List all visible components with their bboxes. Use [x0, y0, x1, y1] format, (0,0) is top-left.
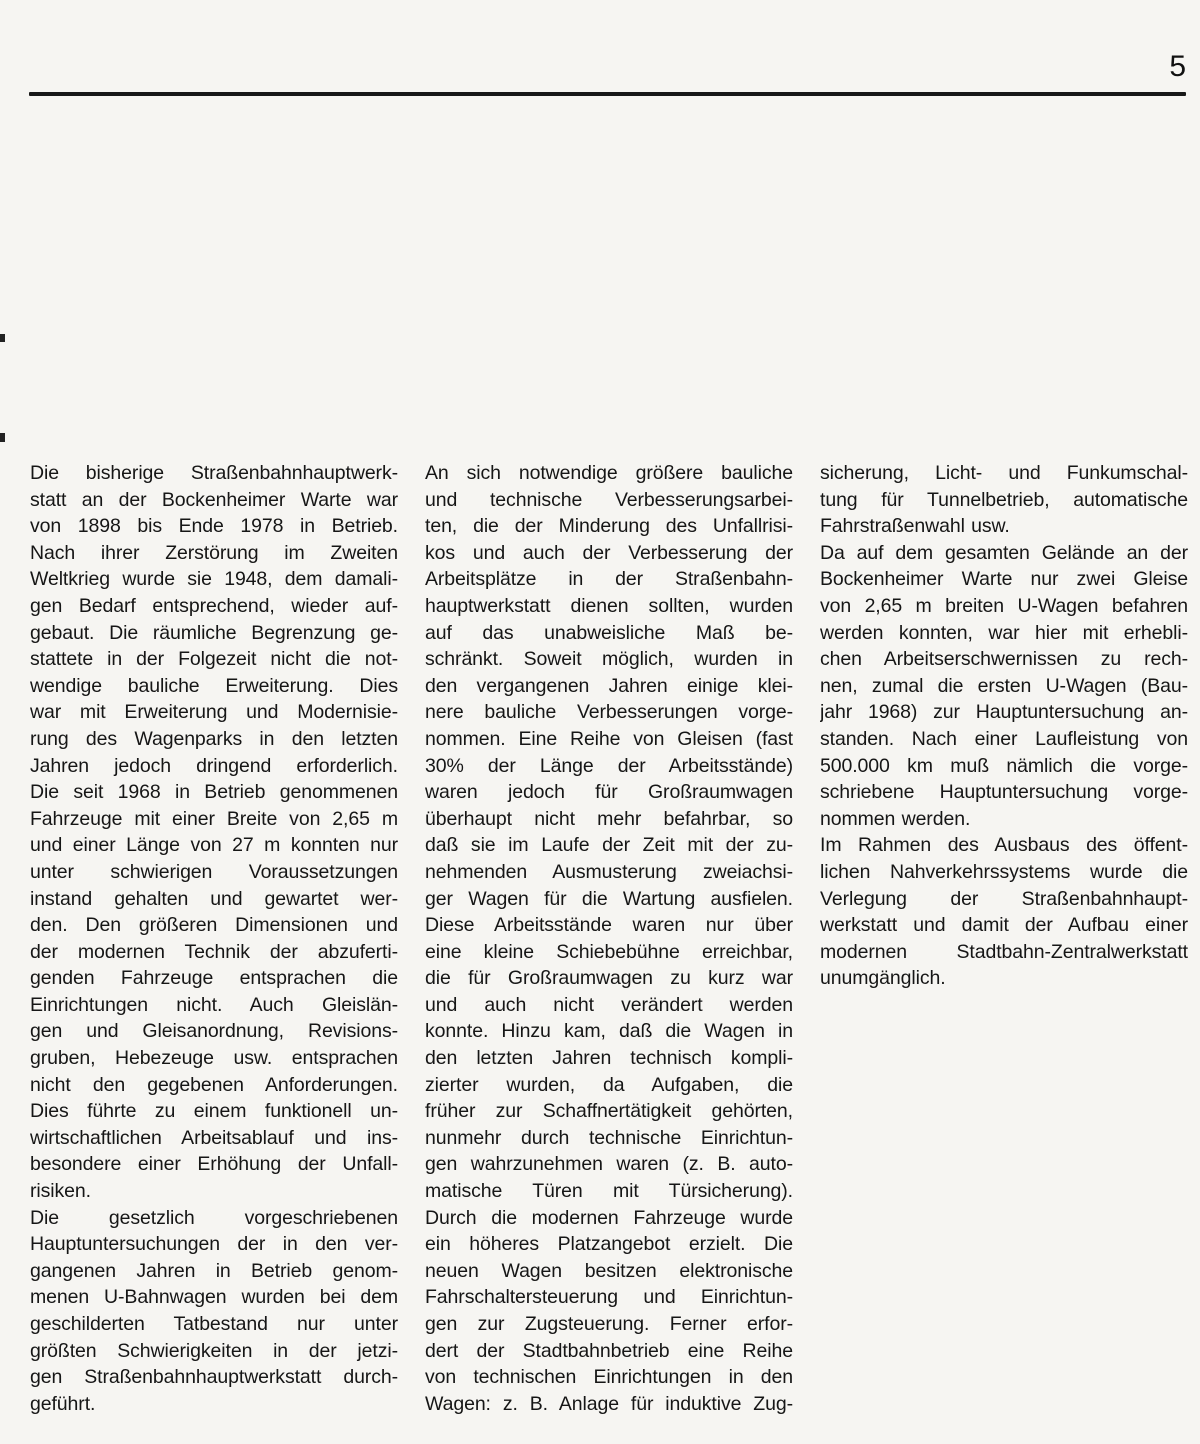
text-column-3	[820, 460, 1188, 1417]
text-line: auf das unabweisliche Maß be-	[425, 621, 793, 644]
text-line: gen und Gleisanordnung, Revisions-	[30, 1020, 398, 1043]
text-line: nunmehr durch technische Einrichtun-	[425, 1126, 793, 1149]
text-line: werkstatt und damit der Aufbau einer	[820, 914, 1188, 937]
text-line: schriebene Hauptuntersuchung vorge-	[820, 781, 1188, 804]
text-line: unter schwierigen Voraussetzungen	[30, 860, 398, 883]
text-line: Nach ihrer Zerstörung im Zweiten	[30, 541, 398, 564]
text-line: instand gehalten und gewartet wer-	[30, 887, 398, 910]
text-line: war mit Erweiterung und Modernisie-	[30, 701, 398, 724]
text-line: Die seit 1968 in Betrieb genommenen	[30, 781, 398, 804]
text-line: Die gesetzlich vorgeschriebenen	[30, 1206, 398, 1229]
text-line: gruben, Hebezeuge usw. entsprachen	[30, 1047, 398, 1070]
text-line: 500.000 km muß nämlich die vorge-	[820, 754, 1188, 777]
text-line: statt an der Bockenheimer Warte war	[30, 488, 398, 511]
text-line: Jahren jedoch dringend erforderlich.	[30, 754, 398, 777]
page-number: 5	[1169, 50, 1186, 83]
text-line: nere bauliche Verbesserungen vorge-	[425, 701, 793, 724]
text-line: den. Den größeren Dimensionen und	[30, 914, 398, 937]
text-line: Durch die modernen Fahrzeuge wurde	[425, 1206, 793, 1229]
text-column-1	[30, 460, 398, 1417]
header-rule	[29, 92, 1186, 96]
text-line: konnte. Hinzu kam, daß die Wagen in	[425, 1020, 793, 1043]
text-line: nehmenden Ausmusterung zweiachsi-	[425, 860, 793, 883]
text-line: risiken.	[30, 1180, 91, 1203]
text-line: Fahrzeuge mit einer Breite von 2,65 m	[30, 807, 398, 830]
text-line: größten Schwierigkeiten in der jetzi-	[30, 1339, 398, 1362]
text-line: besondere einer Erhöhung der Unfall-	[30, 1153, 398, 1176]
text-line: modernen Stadtbahn-Zentralwerkstatt	[820, 940, 1188, 963]
text-line: Fahrschaltersteuerung und Einrichtun-	[425, 1286, 793, 1309]
text-line: rung des Wagenparks in den letzten	[30, 727, 398, 750]
text-line: Da auf dem gesamten Gelände an der	[820, 541, 1188, 564]
text-line: Im Rahmen des Ausbaus des öffent-	[820, 834, 1188, 857]
text-line: kos und auch der Verbesserung der	[425, 541, 793, 564]
text-line: nicht den gegebenen Anforderungen.	[30, 1073, 398, 1096]
text-line: und auch nicht verändert werden	[425, 993, 793, 1016]
text-line: lichen Nahverkehrssystems wurde die	[820, 860, 1188, 883]
text-line: chen Arbeitserschwernissen zu rech-	[820, 648, 1188, 671]
text-line: Arbeitsplätze in der Straßenbahn-	[425, 568, 793, 591]
text-line: von 2,65 m breiten U-Wagen befahren	[820, 594, 1188, 617]
text-line: werden konnten, war hier mit erhebli-	[820, 621, 1188, 644]
text-line: stattete in der Folgezeit nicht die not-	[30, 648, 398, 671]
text-line: Diese Arbeitsstände waren nur über	[425, 914, 793, 937]
text-line: den vergangenen Jahren einige klei-	[425, 674, 793, 697]
text-line: gen Bedarf entsprechend, wieder auf-	[30, 594, 398, 617]
text-line: 30% der Länge der Arbeitsstände)	[425, 754, 793, 777]
text-line: unumgänglich.	[820, 967, 946, 990]
text-line: waren jedoch für Großraumwagen	[425, 781, 793, 804]
text-line: menen U-Bahnwagen wurden bei dem	[30, 1286, 398, 1309]
text-line: ger Wagen für die Wartung ausfielen.	[425, 887, 793, 910]
text-line: An sich notwendige größere bauliche	[425, 462, 793, 484]
text-line: ten, die der Minderung des Unfallrisi-	[425, 515, 793, 538]
text-line: Die bisherige Straßenbahnhauptwerk-	[30, 462, 398, 484]
text-line: standen. Nach einer Laufleistung von	[820, 727, 1188, 750]
text-line: Fahrstraßenwahl usw.	[820, 515, 1010, 538]
scan-edge-mark	[0, 433, 5, 442]
text-line: und technische Verbesserungsarbei-	[425, 488, 793, 511]
text-line: gangenen Jahren in Betrieb genom-	[30, 1259, 398, 1282]
text-line: Bockenheimer Warte nur zwei Gleise	[820, 568, 1188, 591]
text-line: von 1898 bis Ende 1978 in Betrieb.	[30, 515, 398, 538]
text-line: gen wahrzunehmen waren (z. B. auto-	[425, 1153, 793, 1176]
text-line: tung für Tunnelbetrieb, automatische	[820, 488, 1188, 511]
text-columns	[30, 460, 1188, 1417]
text-line: von technischen Einrichtungen in den	[425, 1366, 793, 1389]
text-line: gebaut. Die räumliche Begrenzung ge-	[30, 621, 398, 644]
text-line: daß sie im Laufe der Zeit mit der zu-	[425, 834, 793, 857]
text-line: geführt.	[30, 1392, 96, 1415]
text-line: wendige bauliche Erweiterung. Dies	[30, 674, 398, 697]
text-line: hauptwerkstatt dienen sollten, wurden	[425, 594, 793, 617]
text-line: geschilderten Tatbestand nur unter	[30, 1313, 398, 1335]
text-line: zierter wurden, da Aufgaben, die	[425, 1073, 793, 1096]
text-line: Dies führte zu einem funktionell un-	[30, 1100, 398, 1123]
text-line: der modernen Technik der abzuferti-	[30, 940, 398, 963]
text-line: neuen Wagen besitzen elektronische	[425, 1259, 793, 1282]
text-line: gen Straßenbahnhauptwerkstatt durch-	[30, 1366, 398, 1389]
text-line: eine kleine Schiebebühne erreichbar,	[425, 940, 793, 963]
text-line: gen zur Zugsteuerung. Ferner erfor-	[425, 1313, 793, 1335]
text-line: die für Großraumwagen zu kurz war	[425, 967, 793, 990]
text-line: ein höheres Platzangebot erzielt. Die	[425, 1233, 793, 1256]
text-line: Hauptuntersuchungen der in den ver-	[30, 1233, 398, 1256]
text-line: überhaupt nicht mehr befahrbar, so	[425, 807, 793, 830]
text-line: dert der Stadtbahnbetrieb eine Reihe	[425, 1339, 793, 1362]
text-line: Wagen: z. B. Anlage für induktive Zug-	[425, 1392, 793, 1415]
text-line: den letzten Jahren technisch kompli-	[425, 1047, 793, 1070]
text-line: nommen werden.	[820, 807, 971, 830]
text-line: Weltkrieg wurde sie 1948, dem damali-	[30, 568, 398, 591]
text-line: früher zur Schaffnertätigkeit gehörten,	[425, 1100, 793, 1123]
text-line: Einrichtungen nicht. Auch Gleislän-	[30, 993, 398, 1016]
text-line: genden Fahrzeuge entsprachen die	[30, 967, 398, 990]
text-line: wirtschaftlichen Arbeitsablauf und ins-	[30, 1126, 398, 1149]
scan-edge-mark	[0, 334, 5, 342]
text-line: nen, zumal die ersten U-Wagen (Bau-	[820, 674, 1188, 697]
text-line: schränkt. Soweit möglich, wurden in	[425, 648, 793, 671]
text-line: und einer Länge von 27 m konnten nur	[30, 834, 398, 857]
text-line: jahr 1968) zur Hauptuntersuchung an-	[820, 701, 1188, 724]
text-line: Verlegung der Straßenbahnhaupt-	[820, 887, 1188, 910]
text-line: matische Türen mit Türsicherung).	[425, 1180, 793, 1203]
text-column-2	[425, 460, 793, 1417]
text-line: sicherung, Licht- und Funkumschal-	[820, 462, 1188, 484]
text-line: nommen. Eine Reihe von Gleisen (fast	[425, 727, 793, 750]
